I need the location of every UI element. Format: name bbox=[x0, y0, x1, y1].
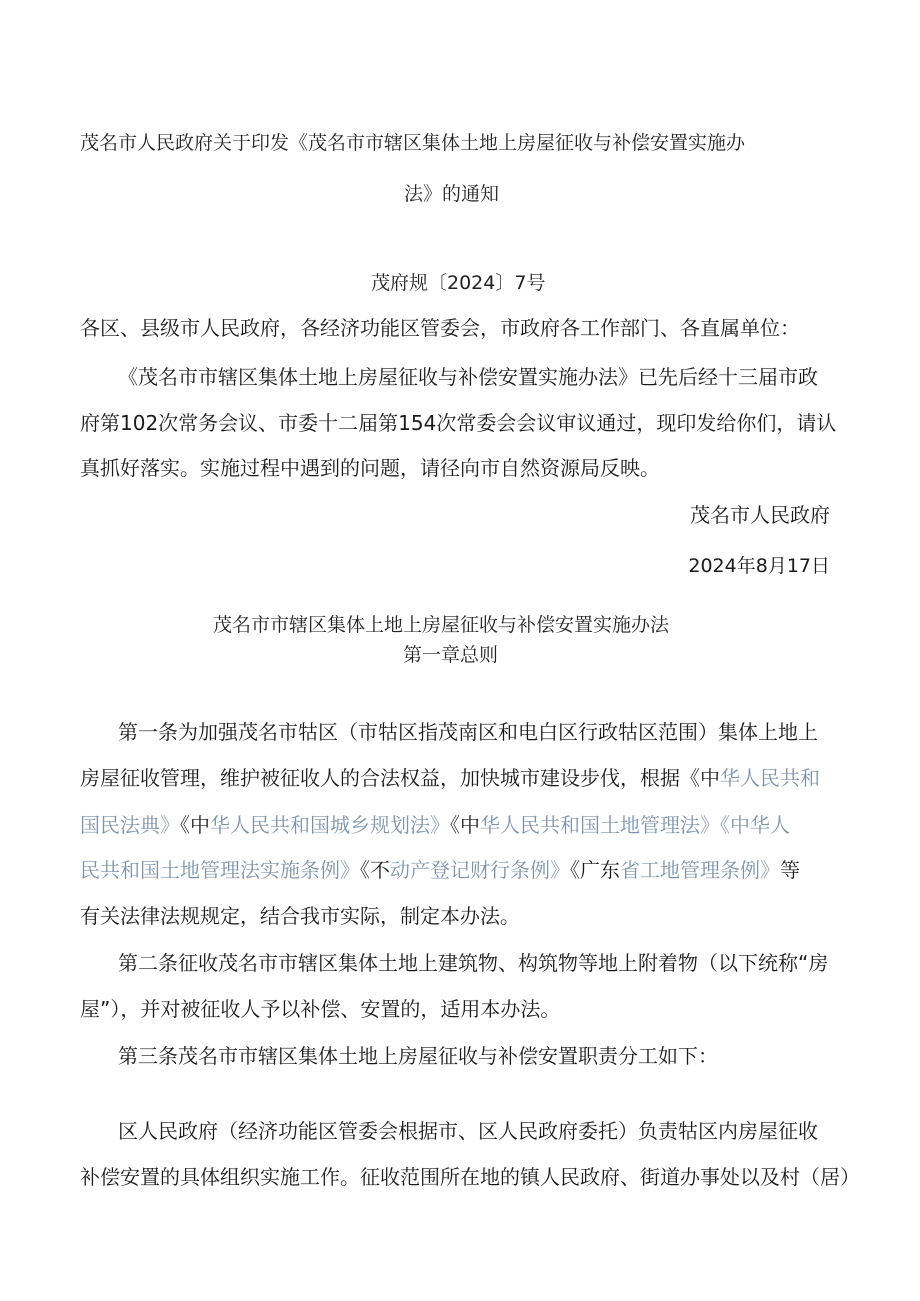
issue-date: 2024年8月17日 bbox=[688, 555, 830, 577]
article1-text: 《不 bbox=[360, 858, 390, 882]
recipients: 各区、县级市人民政府，各经济功能区管委会，市政府各工作部门、各直属单位： bbox=[80, 316, 800, 340]
notice-body-line3: 真抓好落实。实施过程中遇到的问题，请径向市自然资源局反映。 bbox=[80, 456, 660, 480]
law-link[interactable]: 华人民共和 bbox=[720, 766, 820, 790]
rules-title: 茂名市市辖区集体上地上房屋征收与补偿安置实施办法 bbox=[213, 614, 670, 636]
law-link[interactable]: 华人民共和国城乡规划法》 bbox=[210, 813, 450, 837]
notice-body-line1: 《茂名市市辖区集体土地上房屋征收与补偿安置实施办法》已先后经十三届市政 bbox=[118, 365, 818, 389]
article1-text: 《中 bbox=[450, 813, 480, 837]
article2-line1: 第二条征收茂名市市辖区集体土地上建筑物、构筑物等地上附着物（以下统称“房 bbox=[118, 951, 829, 975]
article1-line1: 第一条为加强茂名市牯区（市牯区指茂南区和电白区行政牯区范围）集体上地上 bbox=[118, 720, 818, 744]
article1-line4 bbox=[80, 857, 800, 883]
article2-line2: 屋”），并对被征收人予以补偿、安置的，适用本办法。 bbox=[80, 997, 561, 1021]
notice-title-line1: 茂名市人民政府关于印发《茂名市市辖区集体土地上房屋征收与补偿安置实施办 bbox=[80, 132, 746, 154]
article1-line3 bbox=[80, 812, 790, 838]
article1-text: 《中 bbox=[180, 813, 210, 837]
article1-text: 房屋征收管理，维护被征收人的合法权益，加快城市建设步伐，根据《中 bbox=[80, 766, 720, 790]
law-link[interactable]: 动产登记财行条例》 bbox=[390, 858, 570, 882]
notice-body-line2: 府第102次常务会议、市委十二届第154次常委会会议审议通过，现印发给你们，请认 bbox=[80, 411, 837, 435]
document-number: 茂府规〔2024〕7号 bbox=[371, 272, 546, 294]
article1-line5: 有关法律法规规定，结合我市实际，制定本办法。 bbox=[80, 904, 520, 928]
article3: 第三条茂名市市辖区集体土地上房屋征收与补偿安置职责分工如下： bbox=[118, 1044, 718, 1068]
chapter-heading: 第一章总则 bbox=[403, 644, 499, 666]
law-link[interactable]: 国民法典》 bbox=[80, 813, 180, 837]
notice-title-line2: 法》的通知 bbox=[404, 183, 500, 205]
article1-text: 等 bbox=[780, 858, 800, 882]
district-duty-line2: 补偿安置的具体组织实施工作。征收范围所在地的镇人民政府、街道办事处以及村（居） bbox=[80, 1165, 860, 1189]
law-link[interactable]: 省工地管理条例》 bbox=[620, 858, 780, 882]
article1-line2 bbox=[80, 765, 820, 791]
issuer: 茂名市人民政府 bbox=[690, 503, 830, 527]
article1-text: 《广东 bbox=[570, 858, 620, 882]
law-link[interactable]: 民共和国土地管理法实施条例》 bbox=[80, 858, 360, 882]
law-link[interactable]: 华人民共和国土地管理法》《中华人 bbox=[480, 813, 790, 837]
district-duty-line1: 区人民政府（经济功能区管委会根据市、区人民政府委托）负责牯区内房屋征收 bbox=[118, 1119, 818, 1143]
